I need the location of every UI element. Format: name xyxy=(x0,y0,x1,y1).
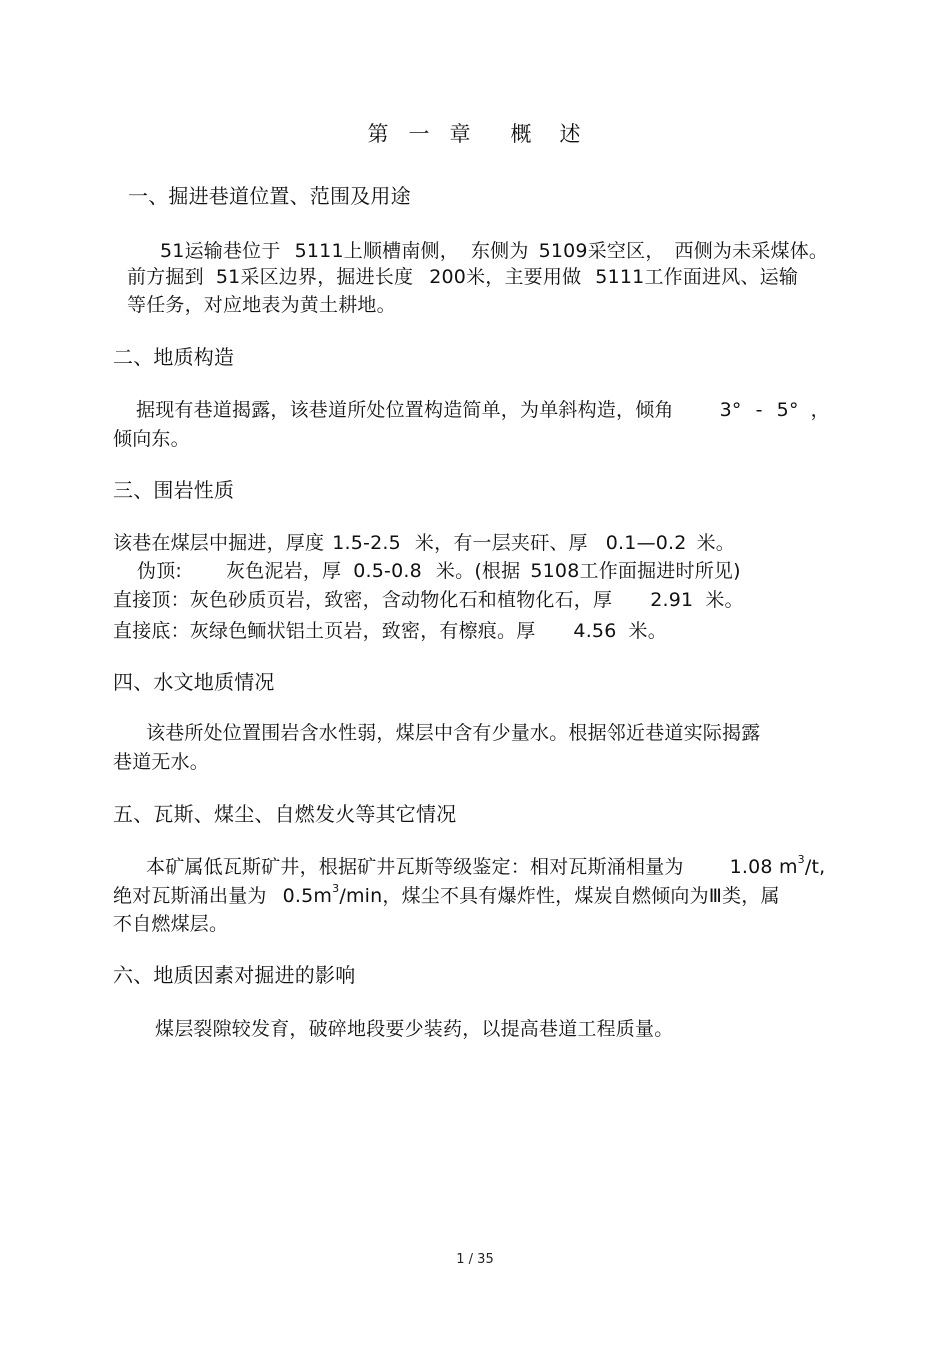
title-char: 一 xyxy=(408,122,432,146)
paragraph-line: 倾向东。 xyxy=(113,428,190,450)
section-heading-3: 三、围岩性质 xyxy=(113,478,235,502)
paragraph-line: 51运输巷位于 5111上顺槽南侧， 东侧为 5109采空区， 西侧为未采煤体。 xyxy=(160,240,829,262)
page-number: 1 / 35 xyxy=(456,1252,494,1267)
paragraph-line: 该巷在煤层中掘进，厚度 1.5-2.5 米，有一层夹矸、厚 0.1—0.2 米。 xyxy=(113,532,735,554)
paragraph-line: 不自燃煤层。 xyxy=(113,913,229,935)
section-heading-5: 五、瓦斯、煤尘、自燃发火等其它情况 xyxy=(113,802,457,826)
paragraph-line: 据现有巷道揭露，该巷道所处位置构造简单，为单斜构造，倾角 3° - 5° ， xyxy=(136,399,830,421)
section-heading-2: 二、地质构造 xyxy=(113,345,235,369)
title-char: 概 xyxy=(510,122,534,146)
paragraph-line: 绝对瓦斯涌出量为 $0.5m^3/\min$，煤尘不具有爆炸性，煤炭自燃倾向为Ⅲ类，属 xyxy=(113,881,780,907)
section-heading-4: 四、水文地质情况 xyxy=(113,670,275,694)
paragraph-line: 前方掘到 51采区边界，掘进长度 200米，主要用做 5111工作面进风、运输 xyxy=(127,266,799,288)
chapter-title xyxy=(0,122,950,146)
paragraph-line: 本矿属低瓦斯矿井，根据矿井瓦斯等级鉴定：相对瓦斯涌相量为 1.08 $m^3/t$, xyxy=(146,852,826,878)
paragraph-line: 煤层裂隙较发育，破碎地段要少装药，以提高巷道工程质量。 xyxy=(155,1018,674,1040)
paragraph-line: 直接底：灰绿色鲕状铝土页岩，致密，有檫痕。厚 4.56 米。 xyxy=(113,620,667,642)
paragraph-line: 巷道无水。 xyxy=(113,751,210,773)
title-char: 章 xyxy=(449,122,473,146)
section-heading-1: 一、掘进巷道位置、范围及用途 xyxy=(128,184,411,208)
title-char: 第 xyxy=(367,122,391,146)
paragraph-line: 伪顶: 灰色泥岩，厚 0.5-0.8 米。(根据 5108工作面掘进时所见) xyxy=(137,560,741,582)
paragraph-line: 该巷所处位置围岩含水性弱，煤层中含有少量水。根据邻近巷道实际揭露 xyxy=(146,722,761,744)
section-heading-6: 六、地质因素对掘进的影响 xyxy=(113,963,356,987)
paragraph-line: 直接顶：灰色砂质页岩，致密，含动物化石和植物化石，厚 2.91 米。 xyxy=(113,589,744,611)
title-char: 述 xyxy=(559,122,583,146)
paragraph-line: 等任务，对应地表为黄土耕地。 xyxy=(127,294,396,316)
